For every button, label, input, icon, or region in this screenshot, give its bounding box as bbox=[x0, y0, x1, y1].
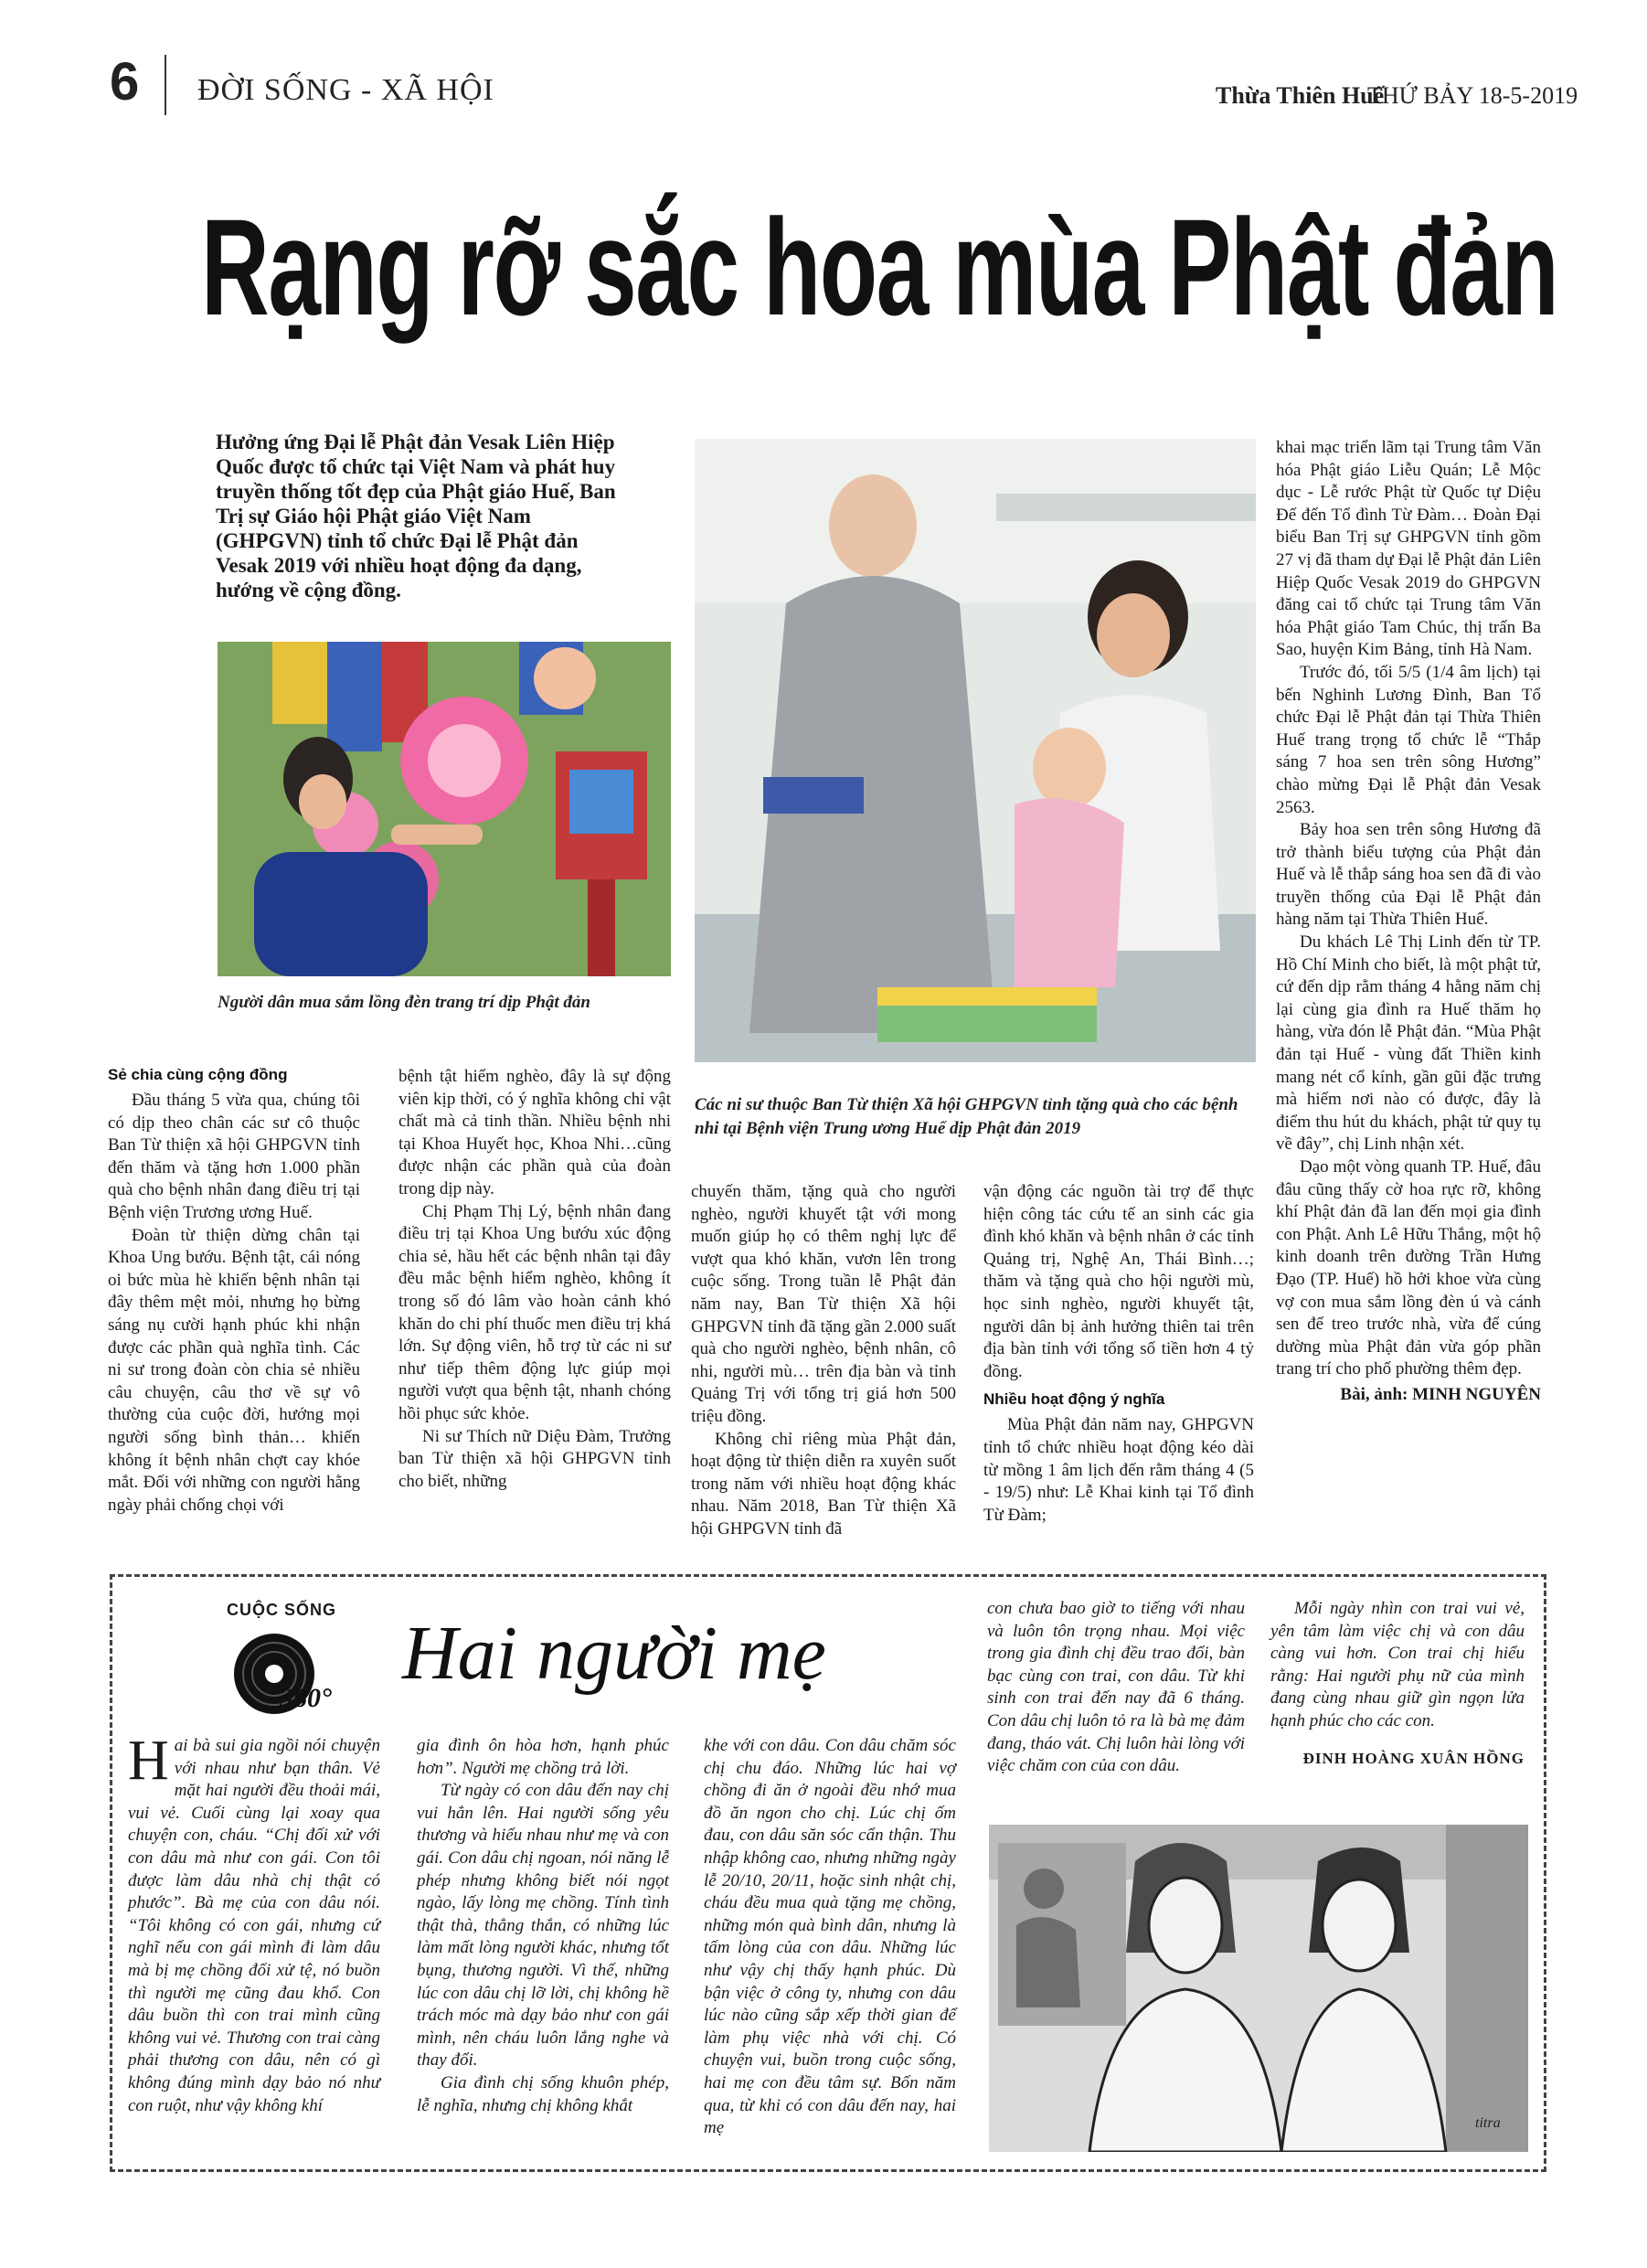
illustration-signature: titra bbox=[1475, 2115, 1501, 2131]
article-paragraph: chuyến thăm, tặng quà cho người nghèo, người khuyết tật với mong muốn giúp họ có thêm nghị lực để vượt qua khó khăn, vươn lên trong cuộc sống. Trong tuần lễ Phật đản năm nay, Ban Từ thiện Xã hội GHPGVN tỉnh đã tặng gần 2.000 suất quà cho người nghèo, bệnh nhân, cô nhi, người mù… trên địa bàn và tỉnh Quảng Trị với tổng trị giá hơn 500 triệu đồng. bbox=[691, 1182, 956, 1426]
two-women-drawing bbox=[989, 1825, 1528, 2152]
essay-title: Hai người mẹ bbox=[402, 1611, 826, 1696]
article-column-2 bbox=[398, 1066, 671, 1493]
masthead-divider bbox=[165, 55, 166, 115]
essay-column-4 bbox=[987, 1598, 1245, 1778]
article-paragraph: Dạo một vòng quanh TP. Huế, đâu đâu cũng thấy cờ hoa rực rỡ, không khí Phật đản đã lan đến mọi gia đình con Phật. Anh Lê Hữu Thắng, một hộ kinh doanh trên đường Trần Hưng Đạo (TP. Huế) hồ hởi khoe vừa cùng vợ con mua sắm lồng đèn ú và cánh sen để treo trước nhà, vừa để cúng dường mùa Phật đản vừa góp phần trang trí cho phố phường thêm đẹp. bbox=[1276, 1157, 1541, 1379]
nun-photo-illustration bbox=[695, 439, 1256, 1062]
newspaper-name: Thừa Thiên Huế bbox=[1216, 82, 1385, 109]
section-label: ĐỜI SỐNG - XÃ HỘI bbox=[197, 73, 494, 107]
article-byline: Bài, ảnh: MINH NGUYÊN bbox=[1340, 1384, 1541, 1404]
essay-paragraph: Gia đình chị sống khuôn phép, lễ nghĩa, nhưng chị không khắt bbox=[417, 2072, 669, 2115]
article-paragraph: Đoàn từ thiện dừng chân tại Khoa Ung bướu. Bệnh tật, cái nóng oi bức mùa hè khiến bệnh nhân tại đây thêm mệt mỏi, nhưng họ bừng sáng nụ cười hạnh phúc khi nhận được các phần quà nghĩa tình. Các ni sư trong đoàn còn chia sẻ nhiều câu chuyện, câu thơ về sự vô thường của cuộc đời, hướng mọi người sống bình thản… khiến không ít bệnh nhân chợt cay khóe mắt. Đối với những con người hằng ngày phải chống chọi với bbox=[108, 1225, 360, 1515]
subhead-share: Sẻ chia cùng cộng đồng bbox=[108, 1066, 288, 1083]
article-column-3 bbox=[691, 1181, 956, 1541]
article-paragraph: vận động các nguồn tài trợ để thực hiện công tác cứu tế an sinh các gia đình khó khăn và bệnh nhân ở các tỉnh Quảng trị, Nghệ An, Thái Bình…; thăm và tặng quà cho hội người mù, học sinh nghèo, người khuyết tật, người dân bị ảnh hưởng thiên tai trên địa bàn tỉnh với tổng số tiền hơn 4 tỷ đồng. bbox=[983, 1182, 1254, 1381]
lantern-photo bbox=[218, 642, 671, 976]
nun-photo-caption: Các ni sư thuộc Ban Từ thiện Xã hội GHPGVN tỉnh tặng quà cho các bệnh nhi tại Bệnh viện Trung ương Huế dịp Phật đản 2019 bbox=[695, 1095, 1238, 1138]
essay-paragraph: ai bà sui gia ngồi nói chuyện với nhau như bạn thân. Vẻ mặt hai người đều thoải mái, vui vẻ. Cuối cùng lại xoay qua chuyện con, cháu. “Chị đối xử với con dâu mà như con gái. Con tôi được làm dâu nhà chị thật có phước”. Bà mẹ của con dâu nói. “Tôi không có con gái, nhưng cứ nghĩ nếu con gái mình đi làm dâu mà bị mẹ chồng đối xử tệ, nó buồn thì người mẹ cũng đau khổ. Con dâu buồn thì con trai mình cũng không vui vẻ. Thương con trai càng phải thương con dâu, nên có gì không đúng mình dạy bảo nó như con ruột, như vậy không khí bbox=[128, 1736, 380, 2115]
two-mothers-illustration bbox=[989, 1825, 1528, 2152]
headline: Rạng rỡ sắc hoa mùa Phật đản bbox=[201, 190, 1558, 344]
article-paragraph: bệnh tật hiểm nghèo, đây là sự động viên kịp thời, có ý nghĩa không chỉ vật chất mà cả tinh thần. Nhiều bệnh nhi tại Khoa Huyết học, Khoa Nhi…cũng được nhận các phần quà của đoàn trong dịp này. bbox=[398, 1067, 671, 1198]
lantern-photo-caption: Người dân mua sắm lồng đèn trang trí dịp Phật đản bbox=[218, 993, 590, 1012]
essay-paragraph: Mỗi ngày nhìn con trai vui vẻ, yên tâm làm việc chị và con dâu càng vui hơn. Con trai chị hiểu rằng: Hai người phụ nữ của mình đang cùng nhau giữ gìn ngọn lửa hạnh phúc cho các con. bbox=[1270, 1599, 1525, 1730]
lead-paragraph: Hưởng ứng Đại lễ Phật đản Vesak Liên Hiệp Quốc được tổ chức tại Việt Nam và phát huy truyền thống tốt đẹp của Phật giáo Huế, Ban Trị sự Giáo hội Phật giáo Việt Nam (GHPGVN) tỉnh tổ chức Đại lễ Phật đản Vesak 2019 với nhiều hoạt động đa dạng, hướng về cộng đồng. bbox=[216, 431, 616, 602]
essay-column-3 bbox=[704, 1735, 956, 2140]
logo-number: 360° bbox=[280, 1683, 332, 1713]
drop-cap: H bbox=[128, 1730, 169, 1792]
article-paragraph: Không chỉ riêng mùa Phật đản, hoạt động từ thiện diễn ra xuyên suốt trong năm với nhiều hoạt động khác nhau. Năm 2018, Ban Từ thiện Xã hội GHPGVN tỉnh đã bbox=[691, 1429, 956, 1539]
essay-paragraph: khe với con dâu. Con dâu chăm sóc chị chu đáo. Những lúc hai vợ chồng đi ăn ở ngoài đều nhớ mua đồ ăn ngon cho chị. Lúc chị ốm đau, con dâu săn sóc cẩn thận. Thu nhập không cao, nhưng những ngày lễ 20/10, 20/11, hoặc sinh nhật chị, cháu đều mua quà tặng mẹ chồng, những món quà bình dân, nhưng là tấm lòng của con dâu. Những lúc như vậy chị thấy hạnh phúc. Dù bận việc ở công ty, nhưng con dâu lúc nào cũng sắp xếp thời gian để làm phụ việc nhà với chị. Có chuyện vui, buồn trong cuộc sống, hai mẹ con đều tâm sự. Bốn năm qua, từ khi có con dâu đến nay, hai mẹ bbox=[704, 1736, 956, 2138]
nun-photo bbox=[695, 439, 1256, 1062]
article-paragraph: Đầu tháng 5 vừa qua, chúng tôi có dịp theo chân các sư cô thuộc Ban Từ thiện xã hội GHPGVN tỉnh đến thăm và tặng hơn 1.000 phần quà cho bệnh nhân đang điều trị tại Bệnh viện Trương ương Huế. bbox=[108, 1091, 360, 1222]
lantern-photo-illustration bbox=[218, 642, 671, 976]
article-paragraph: Bảy hoa sen trên sông Hương đã trở thành biểu tượng của Phật đản Huế và lễ thắp sáng hoa sen đã đi vào truyền thống của Đại lễ Phật đản hàng năm tại Thừa Thiên Huế. bbox=[1276, 820, 1541, 930]
article-paragraph: Du khách Lê Thị Linh đến từ TP. Hồ Chí Minh cho biết, là một phật tử, cứ đến dịp rằm tháng 4 hằng năm chị lại cùng gia đình ra Huế thăm họ hàng, vừa đón lễ Phật đản. “Mùa Phật đản tại Huế - vùng đất Thiền kinh mang nét cổ kính, gần gũi đặc trưng mà hiếm nơi nào có được, đây là điểm thu hút du khách, phật tử quy tụ về đây”, chị Linh nhận xét. bbox=[1276, 932, 1541, 1155]
article-column-5 bbox=[1276, 437, 1541, 1405]
essay-paragraph: Từ ngày có con dâu đến nay chị vui hẳn lên. Hai người sống yêu thương và hiểu nhau như mẹ và con gái. Con dâu chị ngoan, nói năng lễ phép nhưng không biết nói ngọt ngào, lấy lòng mẹ chồng. Tính tình thật thà, thẳng thắn, có những lúc làm mất lòng người khác, nhưng tốt bụng, thương người. Vì thế, những lúc con dâu chị lỡ lời, chị không hề trách móc mà dạy bảo như con gái mình, nên cháu luôn lắng nghe và thay đổi. bbox=[417, 1781, 669, 2071]
page-number: 6 bbox=[110, 52, 140, 112]
essay-column-2 bbox=[417, 1735, 669, 2117]
article-column-4 bbox=[983, 1181, 1254, 1527]
article-paragraph: Ni sư Thích nữ Diệu Đàm, Trưởng ban Từ thiện xã hội GHPGVN tỉnh cho biết, những bbox=[398, 1426, 671, 1491]
article-paragraph: Chị Phạm Thị Lý, bệnh nhân đang điều trị tại Khoa Ung bướu xúc động chia sẻ, hầu hết các bệnh nhân tại đây đều mắc bệnh hiểm nghèo, không ít trong số đó lâm vào hoàn cảnh khó khăn do chi phí thuốc men điều trị khá lớn. Sự động viên, hỗ trợ từ các ni sư như tiếp thêm động lực giúp mọi người vượt qua bệnh tật, nhanh chóng hồi phục sức khỏe. bbox=[398, 1201, 671, 1423]
essay-column-5 bbox=[1270, 1598, 1525, 1768]
cuoc-song-360-logo bbox=[218, 1595, 345, 1723]
essay-column-1 bbox=[128, 1730, 380, 2117]
article-column-1 bbox=[108, 1066, 360, 1517]
article-paragraph: Mùa Phật đản năm nay, GHPGVN tỉnh tổ chức nhiều hoạt động kéo dài từ mồng 1 âm lịch đến rằm tháng 4 (5 - 19/5) như: Lễ Khai kinh tại Tổ đình Từ Đàm; bbox=[983, 1415, 1254, 1525]
essay-paragraph: gia đình ôn hòa hơn, hạnh phúc hơn”. Người mẹ chồng trả lời. bbox=[417, 1736, 669, 1778]
essay-byline: ĐINH HOÀNG XUÂN HỒNG bbox=[1302, 1749, 1525, 1767]
essay-paragraph: con chưa bao giờ to tiếng với nhau và luôn tôn trọng nhau. Mọi việc trong gia đình chị đều trao đổi, bàn bạc cùng con trai, con dâu. Từ khi sinh con trai đến nay đã 6 tháng. Con dâu chị luôn tỏ ra là bà mẹ đảm đang, tháo vát. Chị luôn hài lòng với việc chăm con của con dâu. bbox=[987, 1599, 1245, 1776]
subhead-activities: Nhiều hoạt động ý nghĩa bbox=[983, 1390, 1165, 1409]
article-paragraph: khai mạc triển lãm tại Trung tâm Văn hóa Phật giáo Liễu Quán; Lễ Mộc dục - Lễ rước Phật từ Quốc tự Diệu Đế đến Tổ đình Từ Đàm… Đoàn Đại biểu Ban Trị sự GHPGVN tỉnh gồm 27 vị đã tham dự Đại lễ Phật đản Liên Hiệp Quốc Vesak 2019 do GHPGVN đăng cai tổ chức tại Trung tâm Văn hóa Phật giáo Tam Chúc, thị trấn Ba Sao, huyện Kim Bảng, tỉnh Hà Nam. bbox=[1276, 438, 1541, 660]
article-paragraph: Trước đó, tối 5/5 (1/4 âm lịch) tại bến Nghinh Lương Đình, Ban Tổ chức Đại lễ Phật đản tại Thừa Thiên Huế trang trọng tổ chức lễ “Thắp sáng 7 hoa sen trên sông Hương” chào mừng Đại lễ Phật đản Vesak 2563. bbox=[1276, 662, 1541, 817]
issue-date: THỨ BẢY 18-5-2019 bbox=[1367, 82, 1578, 109]
logo-text: CUỘC SỐNG bbox=[227, 1601, 337, 1619]
